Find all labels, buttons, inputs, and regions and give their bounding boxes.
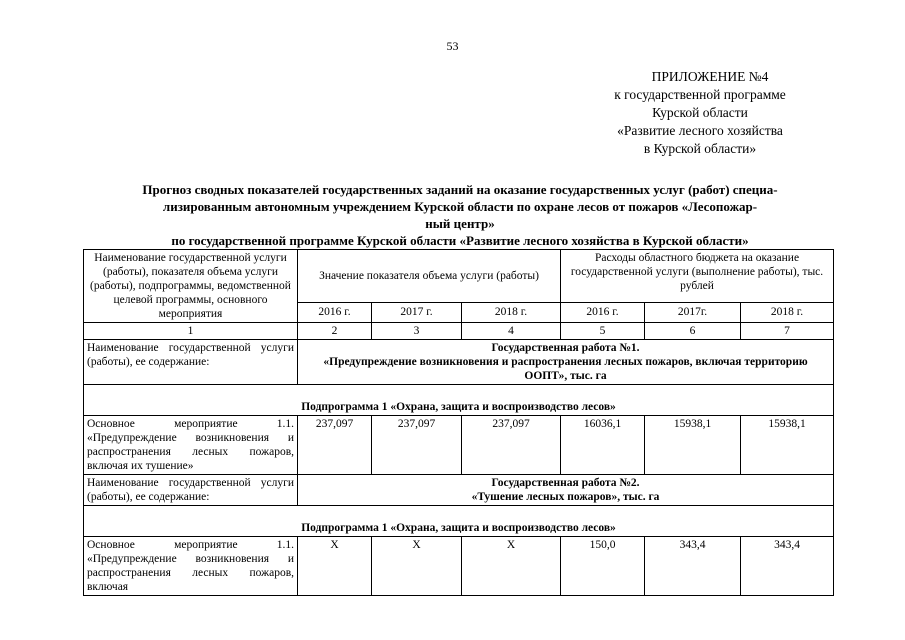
year-cell: 2016 г. (298, 302, 372, 322)
subprogram-row (84, 385, 834, 416)
header-expenses-group: Расходы областного бюджета на оказание государственной услуги (выполнение работы), тыс. рублей (561, 250, 834, 303)
year-cell: 2016 г. (561, 302, 645, 322)
value-cell: 16036,1 (561, 416, 645, 475)
work-title: Государственная работа №1. (491, 342, 640, 354)
column-number: 7 (741, 323, 834, 340)
work-title-cell (298, 340, 834, 385)
indicators-table (83, 249, 834, 596)
appendix-title: ПРИЛОЖЕНИЕ №4 (651, 69, 769, 84)
work2-row (84, 475, 834, 506)
heading-line: по государственной программе Курской области «Развитие лесного хозяйства в Курской области» (171, 233, 749, 248)
appendix-line: Курской области (652, 105, 748, 120)
header-volume-group: Значение показателя объема услуги (работы) (298, 250, 561, 303)
year-cell: 2018 г. (462, 302, 561, 322)
column-number: 4 (462, 323, 561, 340)
year-cell: 2017 г. (372, 302, 462, 322)
document-heading (80, 181, 840, 249)
column-number: 5 (561, 323, 645, 340)
subprogram-title: Подпрограмма 1 «Охрана, защита и воспроизводство лесов» (84, 385, 834, 416)
subprogram-row (84, 506, 834, 537)
column-number: 1 (84, 323, 298, 340)
value-cell: 237,097 (462, 416, 561, 475)
heading-line: Прогноз сводных показателей государственных заданий на оказание государственных услуг (работ) специа- (142, 182, 778, 197)
work-description: «Предупреждение возникновения и распространения лесных пожаров, включая территорию ООПТ», тыс. га (323, 356, 808, 382)
value-cell: X (298, 537, 372, 596)
heading-line: лизированным автономным учреждением Курской области по охране лесов от пожаров «Лесопожар- (162, 199, 758, 214)
work1-row (84, 340, 834, 385)
value-cell: 15938,1 (741, 416, 834, 475)
value-cell: X (372, 537, 462, 596)
value-cell: 343,4 (741, 537, 834, 596)
value-cell: 343,4 (645, 537, 741, 596)
subprogram-title: Подпрограмма 1 «Охрана, защита и воспроизводство лесов» (84, 506, 834, 537)
work-label: Наименование государственной услуги (работы), ее содержание: (84, 340, 298, 385)
value-cell: 237,097 (298, 416, 372, 475)
value-cell: 150,0 (561, 537, 645, 596)
page-number: 53 (446, 39, 459, 53)
column-number: 2 (298, 323, 372, 340)
header-name-cell: Наименование государственной услуги (работы), показателя объема услуги (работы), подпрограммы, ведомственной целевой программы, основного мероприятия (84, 250, 298, 323)
header-row (84, 250, 834, 303)
column-number: 6 (645, 323, 741, 340)
value-cell: X (462, 537, 561, 596)
activity-label: Основное мероприятие 1.1. «Предупреждение возникновения и распространения лесных пожаров, включая их тушение» (84, 416, 298, 475)
year-cell: 2018 г. (741, 302, 834, 322)
activity-row (84, 537, 834, 596)
column-numbers-row (84, 323, 834, 340)
work-title-cell (298, 475, 834, 506)
appendix-block (580, 68, 820, 158)
appendix-line: к государственной программе (614, 87, 786, 102)
work-description: «Тушение лесных пожаров», тыс. га (471, 491, 660, 503)
column-number: 3 (372, 323, 462, 340)
activity-label: Основное мероприятие 1.1. «Предупреждение возникновения и распространения лесных пожаров, включая (84, 537, 298, 596)
activity-row (84, 416, 834, 475)
work-title: Государственная работа №2. (491, 477, 640, 489)
heading-line: ный центр» (425, 216, 495, 231)
appendix-line: в Курской области» (643, 141, 757, 156)
value-cell: 15938,1 (645, 416, 741, 475)
work-label: Наименование государственной услуги (работы), ее содержание: (84, 475, 298, 506)
year-cell: 2017г. (645, 302, 741, 322)
value-cell: 237,097 (372, 416, 462, 475)
appendix-line: «Развитие лесного хозяйства (617, 123, 783, 138)
